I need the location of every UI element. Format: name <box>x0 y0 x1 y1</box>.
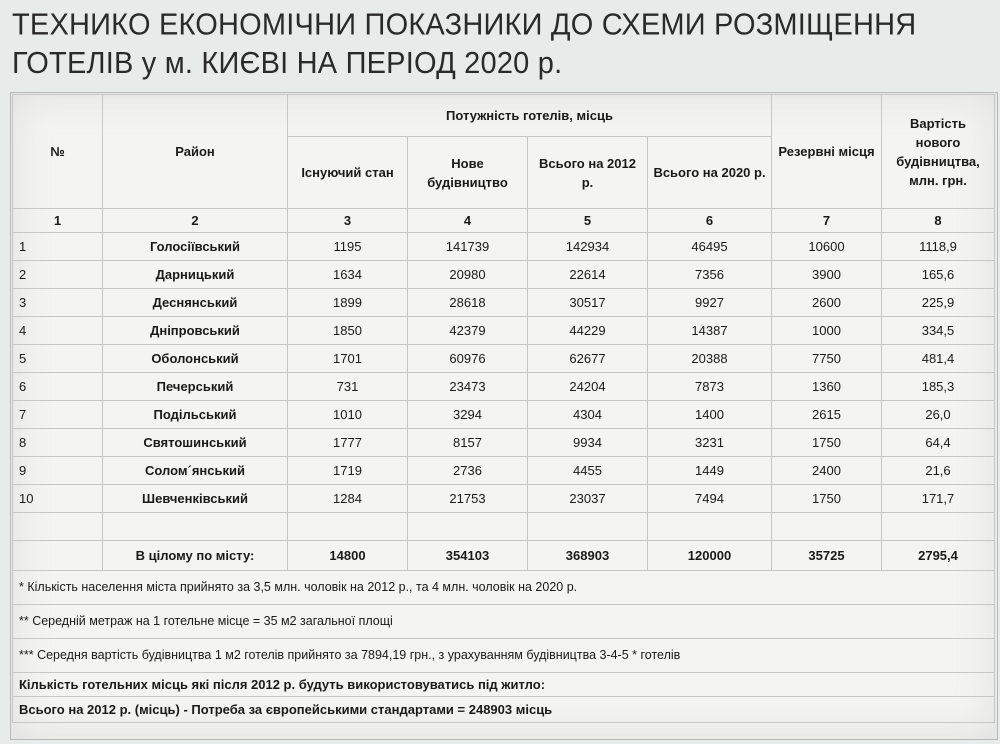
header-reserve: Резервні місця <box>772 95 882 209</box>
header-total-2012: Всього на 2012 р. <box>528 137 648 209</box>
column-number: 1 <box>13 209 103 233</box>
table-row <box>13 317 995 345</box>
cell-district: Шевченківський <box>103 485 288 513</box>
header-district: Район <box>103 95 288 209</box>
table-row <box>13 373 995 401</box>
indicators-table <box>12 94 995 723</box>
cell-reserve: 10600 <box>772 233 882 261</box>
cell-reserve: 1000 <box>772 317 882 345</box>
empty-cell <box>103 513 288 541</box>
cell-cost: 26,0 <box>882 401 995 429</box>
total-label: В цілому по місту: <box>103 541 288 571</box>
empty-cell <box>408 513 528 541</box>
cell-t2012: 9934 <box>528 429 648 457</box>
footnote-note5: Всього на 2012 р. (місць) - Потреба за європейськими стандартами = 248903 місць <box>13 697 995 723</box>
cell-new: 21753 <box>408 485 528 513</box>
column-number-row <box>13 209 995 233</box>
header-new-construction: Нове будівництво <box>408 137 528 209</box>
empty-cell <box>528 513 648 541</box>
header-row-1 <box>13 95 995 137</box>
cell-new: 141739 <box>408 233 528 261</box>
cell-new: 60976 <box>408 345 528 373</box>
footnote-note2: ** Середній метраж на 1 готельне місце = 35 м2 загальної площі <box>13 605 995 639</box>
cell-t2012: 22614 <box>528 261 648 289</box>
cell-new: 42379 <box>408 317 528 345</box>
cell-existing: 1719 <box>288 457 408 485</box>
cell-no: 1 <box>13 233 103 261</box>
empty-cell <box>882 513 995 541</box>
cell-cost: 481,4 <box>882 345 995 373</box>
cell-existing: 1850 <box>288 317 408 345</box>
footnote-row <box>13 697 995 723</box>
cell-no: 9 <box>13 457 103 485</box>
cell-district: Святошинський <box>103 429 288 457</box>
total-new: 354103 <box>408 541 528 571</box>
header-no: № <box>13 95 103 209</box>
cell-t2012: 30517 <box>528 289 648 317</box>
footnote-row <box>13 639 995 673</box>
cell-reserve: 2400 <box>772 457 882 485</box>
cell-cost: 64,4 <box>882 429 995 457</box>
title-line-2: ГОТЕЛІВ у м. КИЄВІ НА ПЕРІОД 2020 р. <box>12 46 563 81</box>
empty-cell <box>13 513 103 541</box>
cell-t2020: 7356 <box>648 261 772 289</box>
total-t2012: 368903 <box>528 541 648 571</box>
cell-reserve: 3900 <box>772 261 882 289</box>
total-blank-cell <box>13 541 103 571</box>
cell-t2012: 4304 <box>528 401 648 429</box>
cell-cost: 334,5 <box>882 317 995 345</box>
header-existing: Існуючий стан <box>288 137 408 209</box>
column-number: 6 <box>648 209 772 233</box>
cell-existing: 1010 <box>288 401 408 429</box>
cell-new: 20980 <box>408 261 528 289</box>
cell-existing: 1195 <box>288 233 408 261</box>
column-number: 7 <box>772 209 882 233</box>
footnote-row <box>13 571 995 605</box>
footnote-note4: Кількість готельних місць які після 2012 р. будуть використовуватись під житло: <box>13 673 995 697</box>
cell-district: Дарницький <box>103 261 288 289</box>
cell-district: Подільський <box>103 401 288 429</box>
cell-new: 28618 <box>408 289 528 317</box>
cell-district: Солом´янський <box>103 457 288 485</box>
footnote-row <box>13 673 995 697</box>
cell-t2020: 20388 <box>648 345 772 373</box>
cell-district: Оболонський <box>103 345 288 373</box>
cell-t2020: 9927 <box>648 289 772 317</box>
total-row <box>13 541 995 571</box>
spacer-row <box>13 513 995 541</box>
title-line-1: ТЕХНИКО ЕКОНОМІЧНИ ПОКАЗНИКИ ДО СХЕМИ РОЗМІЩЕННЯ <box>12 8 917 42</box>
total-t2020: 120000 <box>648 541 772 571</box>
cell-reserve: 7750 <box>772 345 882 373</box>
total-existing: 14800 <box>288 541 408 571</box>
cell-t2012: 4455 <box>528 457 648 485</box>
page-title <box>12 6 992 84</box>
cell-reserve: 2615 <box>772 401 882 429</box>
cell-reserve: 1360 <box>772 373 882 401</box>
cell-cost: 1118,9 <box>882 233 995 261</box>
cell-new: 8157 <box>408 429 528 457</box>
cell-cost: 165,6 <box>882 261 995 289</box>
cell-t2012: 44229 <box>528 317 648 345</box>
cell-existing: 1777 <box>288 429 408 457</box>
cell-t2012: 23037 <box>528 485 648 513</box>
cell-no: 2 <box>13 261 103 289</box>
footnote-note1: * Кількість населення міста прийнято за 3,5 млн. чоловік на 2012 р., та 4 млн. чоловік на 2020 р. <box>13 571 995 605</box>
cell-t2012: 24204 <box>528 373 648 401</box>
cell-t2012: 62677 <box>528 345 648 373</box>
total-reserve: 35725 <box>772 541 882 571</box>
cell-existing: 1634 <box>288 261 408 289</box>
cell-no: 6 <box>13 373 103 401</box>
cell-t2020: 1449 <box>648 457 772 485</box>
cell-existing: 1701 <box>288 345 408 373</box>
column-number: 8 <box>882 209 995 233</box>
cell-district: Дніпровський <box>103 317 288 345</box>
table-row <box>13 233 995 261</box>
table-row <box>13 345 995 373</box>
cell-cost: 225,9 <box>882 289 995 317</box>
cell-district: Печерський <box>103 373 288 401</box>
header-cost: Вартість нового будівництва, млн. грн. <box>882 95 995 209</box>
table-row <box>13 289 995 317</box>
cell-no: 5 <box>13 345 103 373</box>
cell-t2012: 142934 <box>528 233 648 261</box>
cell-no: 10 <box>13 485 103 513</box>
cell-t2020: 7494 <box>648 485 772 513</box>
cell-cost: 185,3 <box>882 373 995 401</box>
cell-existing: 731 <box>288 373 408 401</box>
cell-reserve: 1750 <box>772 485 882 513</box>
cell-district: Деснянський <box>103 289 288 317</box>
column-number: 2 <box>103 209 288 233</box>
table-row <box>13 485 995 513</box>
cell-no: 8 <box>13 429 103 457</box>
header-total-2020: Всього на 2020 р. <box>648 137 772 209</box>
column-number: 4 <box>408 209 528 233</box>
cell-t2020: 14387 <box>648 317 772 345</box>
table-row <box>13 429 995 457</box>
cell-new: 3294 <box>408 401 528 429</box>
cell-no: 3 <box>13 289 103 317</box>
table-row <box>13 401 995 429</box>
cell-new: 23473 <box>408 373 528 401</box>
footnote-row <box>13 605 995 639</box>
cell-reserve: 2600 <box>772 289 882 317</box>
column-number: 3 <box>288 209 408 233</box>
empty-cell <box>772 513 882 541</box>
footnote-note3: *** Середня вартість будівництва 1 м2 готелів прийнято за 7894,19 грн., з урахуванням будівництва 3-4-5 * готелів <box>13 639 995 673</box>
table-row <box>13 457 995 485</box>
header-capacity-group: Потужність готелів, місць <box>288 95 772 137</box>
cell-cost: 171,7 <box>882 485 995 513</box>
empty-cell <box>288 513 408 541</box>
cell-t2020: 1400 <box>648 401 772 429</box>
cell-district: Голосіївський <box>103 233 288 261</box>
cell-existing: 1899 <box>288 289 408 317</box>
cell-t2020: 3231 <box>648 429 772 457</box>
cell-existing: 1284 <box>288 485 408 513</box>
cell-new: 2736 <box>408 457 528 485</box>
cell-reserve: 1750 <box>772 429 882 457</box>
cell-no: 4 <box>13 317 103 345</box>
column-number: 5 <box>528 209 648 233</box>
cell-no: 7 <box>13 401 103 429</box>
cell-t2020: 46495 <box>648 233 772 261</box>
table-row <box>13 261 995 289</box>
cell-cost: 21,6 <box>882 457 995 485</box>
cell-t2020: 7873 <box>648 373 772 401</box>
total-cost: 2795,4 <box>882 541 995 571</box>
empty-cell <box>648 513 772 541</box>
